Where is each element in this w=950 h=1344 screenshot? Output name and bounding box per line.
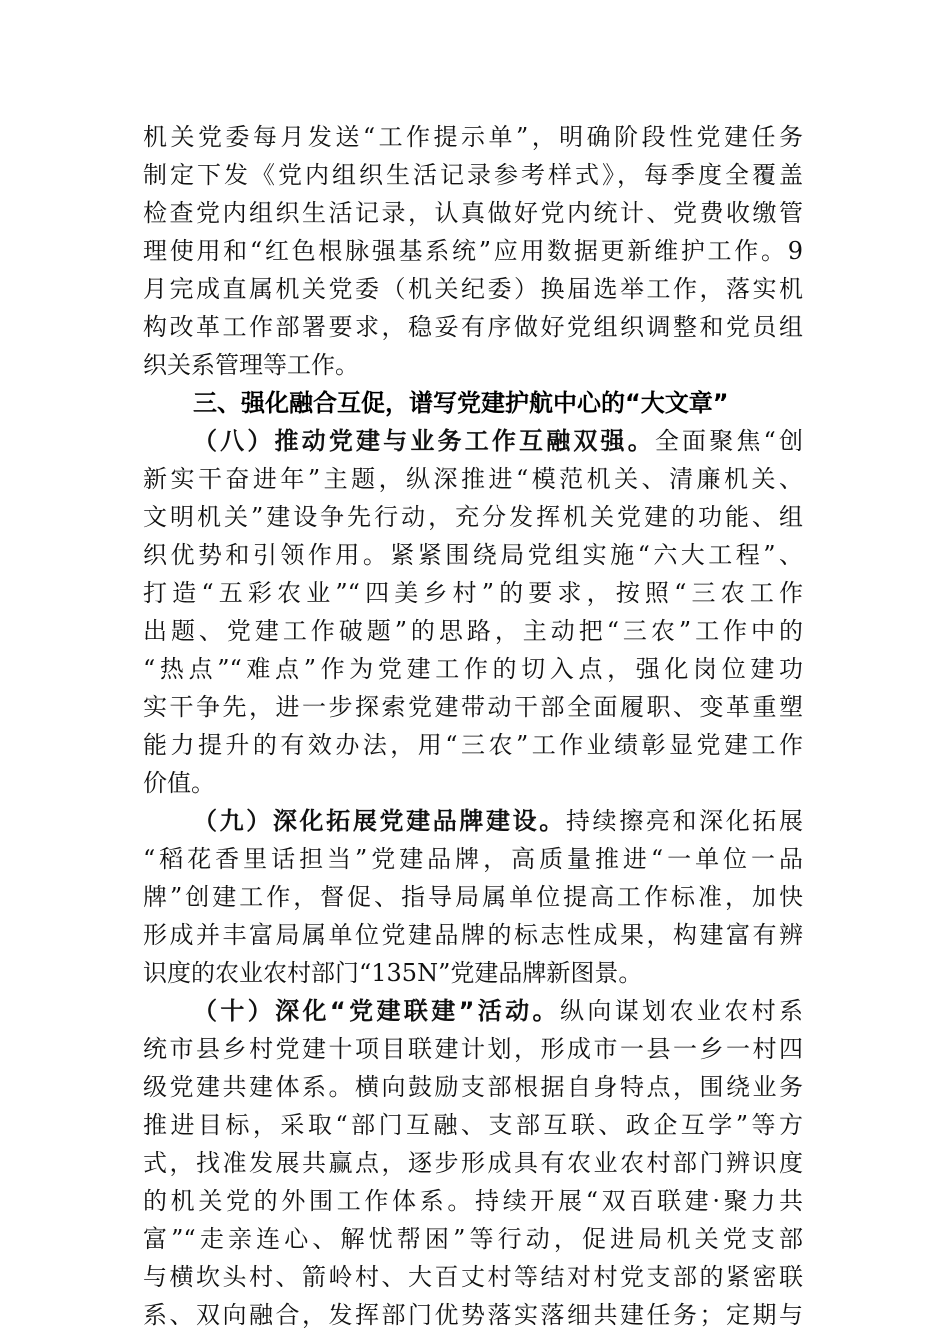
paragraph-line: 价值。: [143, 769, 215, 797]
paragraph-line: 检查党内组织生活记录，认真做好党内统计、党费收缴管: [143, 199, 803, 227]
paragraph-line: 制定下发《党内组织生活记录参考样式》，每季度全覆盖: [143, 161, 803, 189]
paragraph-line: 出题、党建工作破题”的思路，主动把“三农”工作中的: [143, 617, 803, 645]
paragraph-line: 机关党委每月发送“工作提示单”，明确阶段性党建任务: [143, 123, 803, 151]
paragraph-line: 系、双向融合，发挥部门优势落实落细共建任务；定期与: [143, 1301, 803, 1329]
paragraph-line: 形成并丰富局属单位党建品牌的标志性成果，构建富有辨: [143, 921, 803, 949]
paragraph-line: 推进目标，采取“部门互融、支部互联、政企互学”等方: [143, 1111, 803, 1139]
paragraph-line: 织优势和引领作用。紧紧围绕局党组实施“六大工程”、: [143, 541, 803, 569]
paragraph-line: 理使用和“红色根脉强基系统”应用数据更新维护工作。9: [143, 237, 803, 265]
paragraph-line: 式，找准发展共赢点，逐步形成具有农业农村部门辨识度: [143, 1149, 803, 1177]
item-8-lead: （八）推动党建与业务工作互融双强。: [193, 427, 655, 455]
paragraph-line: 统市县乡村党建十项目联建计划，形成市一县一乡一村四: [143, 1035, 803, 1063]
paragraph-line: 实干争先，进一步探索党建带动干部全面履职、变革重塑: [143, 693, 803, 721]
paragraph-line: 与横坎头村、箭岭村、大百丈村等结对村党支部的紧密联: [143, 1263, 803, 1291]
paragraph-line: 能力提升的有效办法，用“三农”工作业绩彰显党建工作: [143, 731, 803, 759]
item-9-lead: （九）深化拓展党建品牌建设。: [193, 807, 566, 835]
item-8-first-rest: 全面聚焦“创: [654, 427, 803, 455]
item-10-first-rest: 纵向谋划农业农村系: [559, 997, 803, 1025]
item-8-first-line: [193, 421, 803, 461]
item-9-first-line: [193, 801, 803, 841]
paragraph-line: “热点”“难点”作为党建工作的切入点，强化岗位建功: [143, 655, 803, 683]
paragraph-line: 构改革工作部署要求，稳妥有序做好党组织调整和党员组: [143, 313, 803, 341]
item-10-lead: （十）深化“党建联建”活动。: [193, 997, 560, 1025]
paragraph-line: 富”“走亲连心、解忧帮困”等行动，促进局机关党支部: [143, 1225, 803, 1253]
item-9-first-rest: 持续擦亮和深化拓展: [565, 807, 803, 835]
paragraph-line: 新实干奋进年”主题，纵深推进“模范机关、清廉机关、: [143, 465, 803, 493]
paragraph-line: 级党建共建体系。横向鼓励支部根据自身特点，围绕业务: [143, 1073, 803, 1101]
item-10-first-line: [193, 991, 803, 1031]
paragraph-line: 月完成直属机关党委（机关纪委）换届选举工作，落实机: [143, 275, 803, 303]
paragraph-line: “稻花香里话担当”党建品牌，高质量推进“一单位一品: [143, 845, 803, 873]
paragraph-line: 牌”创建工作，督促、指导局属单位提高工作标准，加快: [143, 883, 803, 911]
paragraph-line: 文明机关”建设争先行动，充分发挥机关党建的功能、组: [143, 503, 803, 531]
section-heading: 三、强化融合互促，谱写党建护航中心的“大文章”: [193, 389, 729, 417]
paragraph-line: 的机关党的外围工作体系。持续开展“双百联建·聚力共: [143, 1187, 803, 1215]
paragraph-line: 织关系管理等工作。: [143, 351, 359, 379]
paragraph-line: 识度的农业农村部门“135N”党建品牌新图景。: [143, 959, 643, 987]
paragraph-line: 打造“五彩农业”“四美乡村”的要求，按照“三农工作: [143, 579, 803, 607]
